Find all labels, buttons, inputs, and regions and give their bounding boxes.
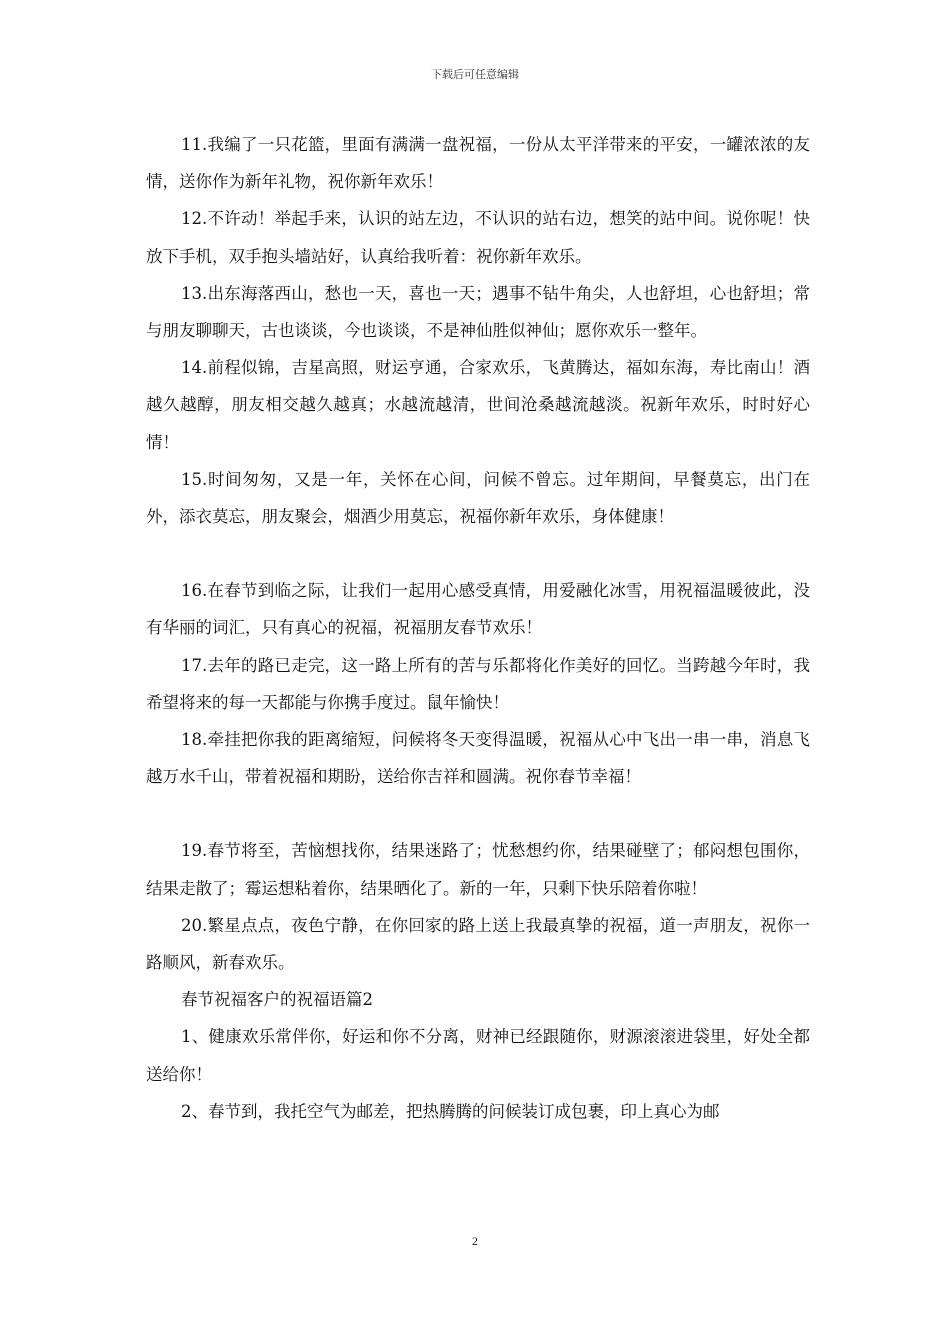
blank-line bbox=[146, 795, 810, 832]
paragraph-12: 12.不许动！举起手来，认识的站左边，不认识的站右边，想笑的站中间。说你呢！快放下手机，双手抱头墙站好，认真给我听着：祝你新年欢乐。 bbox=[146, 209, 810, 266]
paragraph-1: 1、健康欢乐常伴你，好运和你不分离，财神已经跟随你，财源滚滚进袋里，好处全都送给你！ bbox=[146, 1027, 810, 1084]
paragraph-15: 15.时间匆匆，又是一年，关怀在心间，问候不曾忘。过年期间，早餐莫忘，出门在外，添衣莫忘，朋友聚会，烟酒少用莫忘，祝福你新年欢乐，身体健康！ bbox=[146, 469, 810, 527]
paragraph-11: 11.我编了一只花篮，里面有满满一盘祝福，一份从太平洋带来的平安，一罐浓浓的友情，送你作为新年礼物，祝你新年欢乐！ bbox=[146, 135, 810, 192]
paragraph-17: 17.去年的路已走完，这一路上所有的苦与乐都将化作美好的回忆。当跨越今年时，我希望将来的每一天都能与你携手度过。鼠年愉快！ bbox=[146, 655, 810, 712]
paragraph-2: 2、春节到，我托空气为邮差，把热腾腾的问候装订成包裹，印上真心为邮 bbox=[181, 1101, 720, 1121]
paragraph-20: 20.繁星点点，夜色宁静，在你回家的路上送上我最真挚的祝福，道一声朋友，祝你一路顺风，新春欢乐。 bbox=[146, 915, 810, 973]
paragraph-16: 16.在春节到临之际，让我们一起用心感受真情，用爱融化冰雪，用祝福温暖彼此，没有华丽的词汇，只有真心的祝福，祝福朋友春节欢乐！ bbox=[146, 581, 810, 638]
document-body bbox=[146, 126, 810, 1130]
page-header: 下载后可任意编辑 bbox=[431, 68, 519, 81]
blank-line bbox=[146, 535, 810, 572]
page-number: 2 bbox=[472, 1234, 478, 1248]
paragraph-13: 13.出东海落西山，愁也一天，喜也一天；遇事不钻牛角尖，人也舒坦，心也舒坦；常与朋友聊聊天，古也谈谈，今也谈谈，不是神仙胜似神仙；愿你欢乐一整年。 bbox=[146, 283, 810, 341]
paragraph-18: 18.牵挂把你我的距离缩短，问候将冬天变得温暖，祝福从心中飞出一串一串，消息飞越万水千山，带着祝福和期盼，送给你吉祥和圆满。祝你春节幸福！ bbox=[146, 730, 810, 787]
section-heading: 春节祝福客户的祝福语篇2 bbox=[181, 990, 373, 1010]
paragraph-14: 14.前程似锦，吉星高照，财运亨通，合家欢乐，飞黄腾达，福如东海，寿比南山！酒越久越醇，朋友相交越久越真；水越流越清，世间沧桑越流越淡。祝新年欢乐，时时好心情！ bbox=[146, 358, 810, 452]
paragraph-19: 19.春节将至，苦恼想找你，结果迷路了；忧愁想约你，结果碰壁了；郁闷想包围你，结果走散了；霉运想粘着你，结果晒化了。新的一年，只剩下快乐陪着你啦！ bbox=[146, 841, 810, 898]
